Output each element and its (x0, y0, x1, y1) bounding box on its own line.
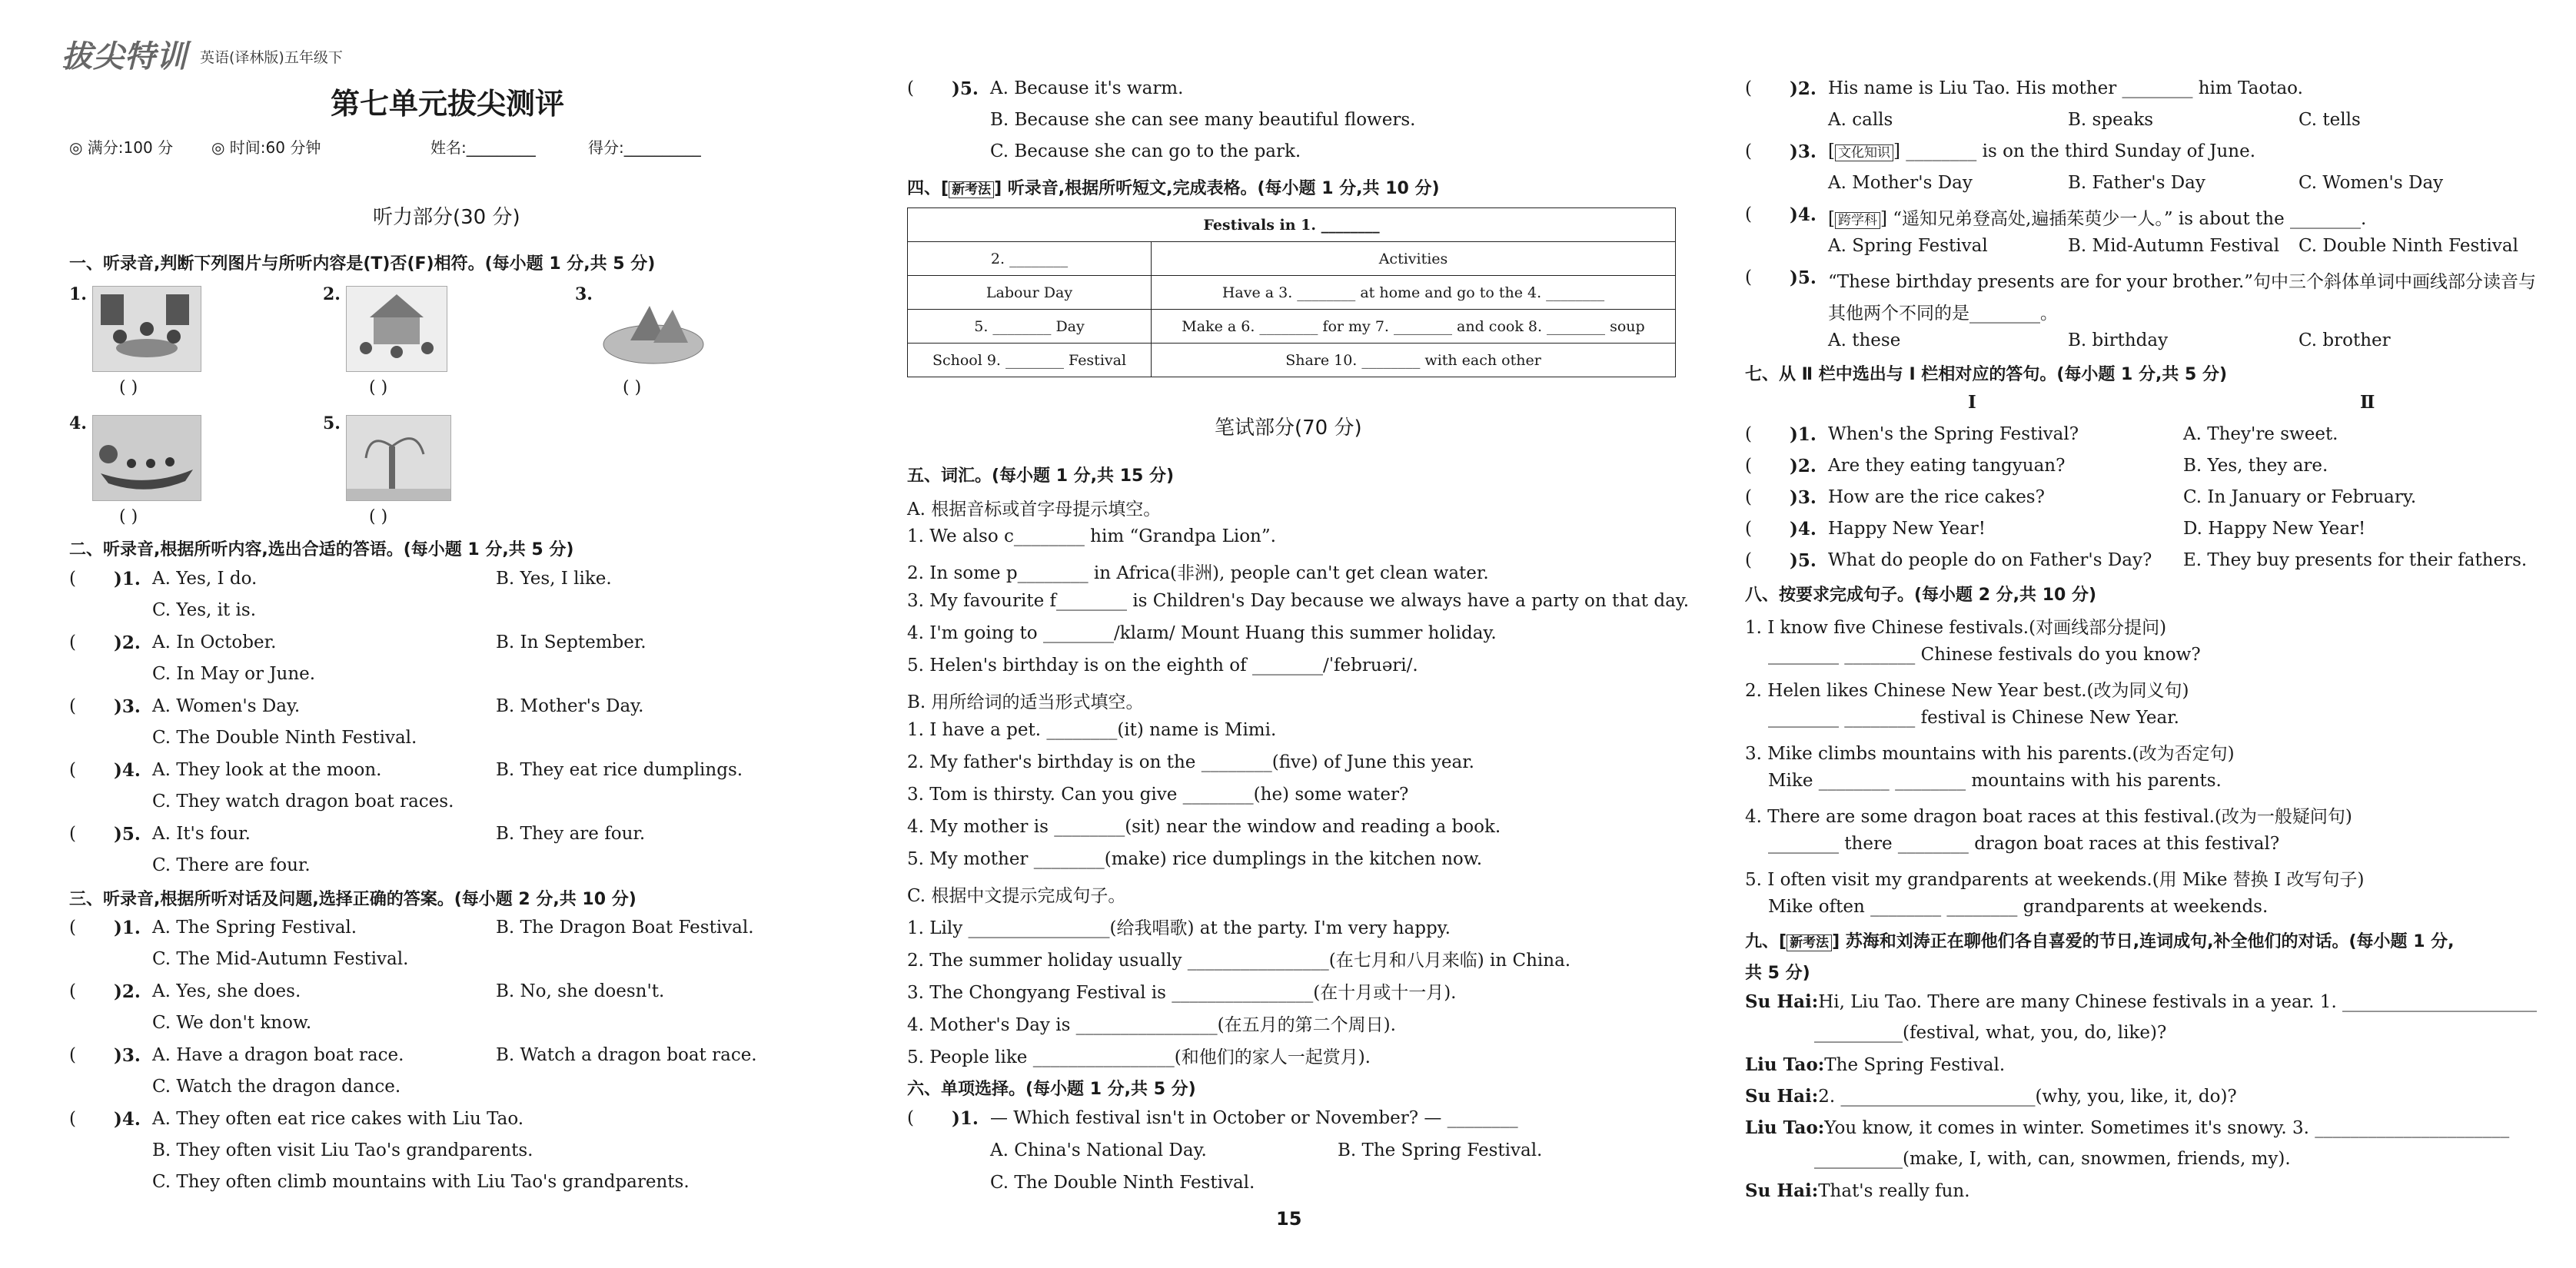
question-number: )1. (114, 569, 141, 589)
answer-paren[interactable]: ( ) (369, 507, 388, 526)
pic-number: 1. (69, 284, 87, 304)
book-subtitle: 英语(译林版)五年级下 (200, 49, 343, 66)
column-2-item: E. They buy presents for their fathers. (2183, 550, 2528, 570)
option-b: B. The Spring Festival. (1338, 1140, 1543, 1160)
rewrite-answer[interactable]: Mike ________ ________ mountains with his parents. (1768, 771, 2222, 791)
section-6-title: 六、单项选择。(每小题 1 分,共 5 分) (907, 1080, 1196, 1099)
table-cell[interactable]: Have a 3. ________ at home and go to the 4. ________ (1152, 276, 1676, 310)
option-c: C. We don't know. (152, 1013, 312, 1033)
option-b: B. Father's Day (2068, 173, 2205, 193)
pic-number: 4. (69, 413, 87, 433)
option-c: C. They watch dragon boat races. (152, 792, 454, 812)
option-a: A. Mother's Day (1828, 173, 1973, 193)
answer-paren[interactable]: ( ) (369, 378, 388, 397)
column-2-item: C. In January or February. (2183, 487, 2417, 507)
page-number: 15 (1276, 1208, 1302, 1230)
column-1-item: How are the rice cakes? (1828, 487, 2045, 507)
option-b: B. Because she can see many beautiful flowers. (990, 110, 1416, 130)
answer-paren[interactable]: ( ) (623, 378, 642, 397)
rewrite-prompt: 3. Mike climbs mountains with his parents.(改为否定句) (1745, 744, 2235, 764)
table-header: Festivals in 1. ________ (908, 208, 1676, 242)
option-a: A. China's National Day. (990, 1140, 1207, 1160)
culture-tag: 文化知识 (1835, 144, 1893, 161)
table-cell[interactable]: 2. ________ (908, 242, 1152, 276)
option-c: C. The Double Ninth Festival. (152, 728, 417, 748)
option-c: C. The Double Ninth Festival. (990, 1173, 1255, 1193)
full-score: ◎ 满分:100 分 (69, 138, 174, 157)
question-number: )2. (114, 981, 141, 1002)
answer-paren[interactable]: ( (69, 981, 76, 1001)
answer-paren[interactable]: ( (907, 1108, 914, 1128)
option-a: A. Yes, she does. (152, 981, 301, 1001)
answer-paren[interactable]: ( (1745, 267, 1752, 287)
rewrite-answer[interactable]: ________ there ________ dragon boat races at this festival? (1768, 834, 2280, 854)
rewrite-prompt: 1. I know five Chinese festivals.(对画线部分提问) (1745, 618, 2167, 638)
answer-paren[interactable]: ( (1745, 519, 1752, 539)
option-c: C. Women's Day (2298, 173, 2444, 193)
tree-picture (346, 415, 451, 501)
option-b: B. The Dragon Boat Festival. (496, 918, 754, 938)
answer-paren[interactable]: ( (69, 1045, 76, 1065)
answer-paren[interactable]: ( (1745, 78, 1752, 98)
section-2-title: 二、听录音,根据所听内容,选出合适的答语。(每小题 1 分,共 5 分) (69, 540, 574, 559)
option-a: A. They look at the moon. (152, 760, 382, 780)
question-number: )4. (114, 1109, 141, 1130)
new-method-tag: 新考法 (1787, 934, 1832, 951)
vocab-item[interactable]: 4. Mother's Day is ________________(在五月的第二个周日). (907, 1015, 1396, 1035)
vocab-item[interactable]: 2. The summer holiday usually ________________(在七月和八月来临) in China. (907, 951, 1571, 971)
table-cell[interactable]: 5. ________ Day (908, 310, 1152, 344)
right-column (1745, 0, 2537, 1268)
rewrite-prompt: 4. There are some dragon boat races at this festival.(改为一般疑问句) (1745, 807, 2352, 827)
answer-paren[interactable]: ( (69, 760, 76, 780)
table-cell: Labour Day (908, 276, 1152, 310)
dialogue-line[interactable]: __________(make, I, with, can, snowmen, friends, my). (1814, 1149, 2291, 1169)
section-4-title: 四、[ 新考法 ] 听录音,根据所听短文,完成表格。(每小题 1 分,共 10 分) (907, 179, 1440, 198)
answer-paren[interactable]: ( (907, 78, 914, 98)
section-9-title-cont: 共 5 分) (1745, 964, 1810, 983)
pic-number: 5. (323, 413, 341, 433)
vocab-item[interactable]: 5. People like ________________(和他们的家人一起赏月). (907, 1047, 1371, 1067)
question-number: )3. (1790, 487, 1816, 508)
option-c: C. brother (2298, 330, 2391, 350)
vocab-item[interactable]: 3. Tom is thirsty. Can you give ________(he) some water? (907, 785, 1409, 805)
section-9-title: 九、[ 新考法 ] 苏海和刘涛正在聊他们各自喜爱的节日,连词成句,补全他们的对话。(每小题 1 分, (1745, 932, 2455, 951)
listening-part-title: 听力部分(30 分) (373, 206, 520, 229)
column-2-header: Ⅱ (2360, 392, 2375, 413)
answer-paren[interactable]: ( ) (119, 507, 138, 526)
score-field[interactable]: 得分:__________ (588, 138, 701, 157)
answer-paren[interactable]: ( (1745, 487, 1752, 507)
dialogue-line[interactable]: __________(festival, what, you, do, like)? (1814, 1023, 2167, 1043)
column-1-item: When's the Spring Festival? (1828, 424, 2079, 444)
festival-table (907, 207, 1676, 377)
question-stem: His name is Liu Tao. His mother ________ him Taotao. (1828, 78, 2303, 98)
answer-paren[interactable]: ( (69, 696, 76, 716)
answer-paren[interactable]: ( (69, 632, 76, 652)
vocab-item[interactable]: 1. I have a pet. ________(it) name is Mimi. (907, 720, 1277, 740)
option-a: A. The Spring Festival. (152, 918, 357, 938)
dialogue-line[interactable]: Liu Tao:You know, it comes in winter. Sometimes it's snowy. 3. ______________________ (1745, 1117, 2510, 1138)
dialogue-line[interactable]: Su Hai:2. ______________________(why, you, like, it, do)? (1745, 1086, 2237, 1107)
option-a: A. these (1828, 330, 1901, 350)
answer-paren[interactable]: ( (69, 824, 76, 844)
option-b: B. speaks (2068, 110, 2154, 130)
option-b: B. birthday (2068, 330, 2169, 350)
question-number: )4. (1790, 519, 1816, 539)
rewrite-answer[interactable]: ________ ________ festival is Chinese New Year. (1768, 708, 2179, 728)
vocab-item[interactable]: 1. Lily ________________(给我唱歌) at the party. I'm very happy. (907, 918, 1451, 938)
question-number: )3. (114, 696, 141, 717)
rewrite-answer[interactable]: Mike often ________ ________ grandparents at weekends. (1768, 897, 2269, 917)
table-cell: Activities (1152, 242, 1676, 276)
option-c: C. Watch the dragon dance. (152, 1077, 401, 1097)
table-cell[interactable]: School 9. ________ Festival (908, 344, 1152, 377)
name-field[interactable]: 姓名:_________ (430, 138, 536, 157)
middle-column (907, 0, 1699, 1268)
question-number: )3. (114, 1045, 141, 1066)
question-number: )5. (114, 824, 141, 845)
question-number: )5. (1790, 550, 1816, 571)
option-c: C. The Mid-Autumn Festival. (152, 949, 409, 969)
option-c: C. Yes, it is. (152, 600, 257, 620)
vocab-item[interactable]: 3. My favourite f________ is Children's Day because we always have a party on that day. (907, 591, 1690, 611)
vocab-item[interactable]: 5. My mother ________(make) rice dumplings in the kitchen now. (907, 849, 1483, 869)
option-a: A. In October. (152, 632, 277, 652)
subsection-c-title: C. 根据中文提示完成句子。 (907, 886, 1126, 906)
column-2-item: B. Yes, they are. (2183, 456, 2328, 476)
question-number: )4. (114, 760, 141, 781)
answer-paren[interactable]: ( (1745, 141, 1752, 161)
rewrite-prompt: 2. Helen likes Chinese New Year best.(改为同义句) (1745, 681, 2189, 701)
vocab-item[interactable]: 2. My father's birthday is on the ________(five) of June this year. (907, 752, 1474, 772)
option-b: B. They are four. (496, 824, 646, 844)
rewrite-prompt: 5. I often visit my grandparents at weekends.(用 Mike 替换 I 改写句子) (1745, 870, 2365, 890)
vocab-item[interactable]: 4. I'm going to ________/klaɪm/ Mount Huang this summer holiday. (907, 623, 1497, 643)
question-number: )2. (114, 632, 141, 653)
section-5-title: 五、词汇。(每小题 1 分,共 15 分) (907, 466, 1175, 486)
question-number: )3. (1790, 141, 1816, 162)
question-number: )5. (952, 78, 979, 99)
option-c: C. There are four. (152, 855, 311, 875)
option-c: C. Because she can go to the park. (990, 141, 1301, 161)
dialogue-line: Liu Tao:The Spring Festival. (1745, 1054, 2006, 1075)
answer-paren[interactable]: ( (69, 918, 76, 938)
option-c: C. They often climb mountains with Liu Tao's grandparents. (152, 1172, 690, 1192)
column-1-item: What do people do on Father's Day? (1828, 550, 2152, 570)
brand-logo: 拔尖特训 (61, 39, 188, 75)
answer-paren[interactable]: ( (69, 1109, 76, 1129)
column-2-item: D. Happy New Year! (2183, 519, 2366, 539)
festival-picture (346, 286, 447, 372)
pic-number: 3. (575, 284, 593, 304)
answer-paren[interactable]: ( (1745, 204, 1752, 224)
option-a: A. Spring Festival (1828, 236, 1988, 256)
cross-subject-tag: 跨学科 (1835, 212, 1880, 229)
section-1-title: 一、听录音,判断下列图片与所听内容是(T)否(F)相符。(每小题 1 分,共 5 分) (69, 254, 656, 274)
question-stem-cont: 其他两个不同的是________。 (1828, 304, 2058, 324)
option-b: B. They often visit Liu Tao's grandparents. (152, 1140, 533, 1160)
question-stem: [ 跨学科 ] “遥知兄弟登高处,遍插茱萸少一人。” is about the ________. (1828, 209, 2367, 229)
dialogue-line: Su Hai:That's really fun. (1745, 1180, 1970, 1201)
option-a: A. Women's Day. (152, 696, 301, 716)
rewrite-answer[interactable]: ________ ________ Chinese festivals do you know? (1768, 645, 2201, 665)
question-number: )1. (114, 918, 141, 938)
option-a: A. It's four. (152, 824, 251, 844)
option-c: C. tells (2298, 110, 2361, 130)
column-1-header: Ⅰ (1968, 392, 1976, 413)
time-limit: ◎ 时间:60 分钟 (211, 138, 321, 157)
question-number: )5. (1790, 267, 1816, 288)
question-stem: “These birthday presents are for your brother.”句中三个斜体单词中画线部分读音与 (1828, 272, 2537, 292)
table-cell[interactable]: Make a 6. ________ for my 7. ________ and cook 8. ________ soup (1152, 310, 1676, 344)
option-b: B. In September. (496, 632, 646, 652)
left-column (61, 0, 876, 1268)
column-2-item: A. They're sweet. (2183, 424, 2338, 444)
table-cell[interactable]: Share 10. ________ with each other (1152, 344, 1676, 377)
option-a: A. Because it's warm. (990, 78, 1184, 98)
rice-dumplings-picture (600, 290, 707, 367)
option-a: A. calls (1828, 110, 1893, 130)
option-c: C. In May or June. (152, 664, 316, 684)
option-a: A. Yes, I do. (152, 569, 258, 589)
option-b: B. Mid-Autumn Festival (2068, 236, 2280, 256)
vocab-item[interactable]: 3. The Chongyang Festival is ________________(在十月或十一月). (907, 983, 1457, 1003)
section-8-title: 八、按要求完成句子。(每小题 2 分,共 10 分) (1745, 586, 2097, 605)
question-number: )4. (1790, 204, 1816, 225)
option-b: B. Mother's Day. (496, 696, 644, 716)
family-dinner-picture (92, 286, 201, 372)
column-1-item: Are they eating tangyuan? (1828, 456, 2066, 476)
answer-paren[interactable]: ( (1745, 424, 1752, 444)
subsection-a-title: A. 根据音标或首字母提示填空。 (907, 500, 1162, 519)
page-title: 第七单元拔尖测评 (331, 87, 565, 121)
answer-paren[interactable]: ( ) (119, 378, 138, 397)
option-b: B. Watch a dragon boat race. (496, 1045, 757, 1065)
vocab-item[interactable]: 1. We also c________ him “Grandpa Lion”. (907, 526, 1276, 546)
option-c: C. Double Ninth Festival (2298, 236, 2518, 256)
pic-number: 2. (323, 284, 341, 304)
option-b: B. No, she doesn't. (496, 981, 665, 1001)
question-stem: [ 文化知识 ] ________ is on the third Sunday of June. (1828, 141, 2256, 161)
question-number: )1. (952, 1108, 979, 1129)
option-b: B. Yes, I like. (496, 569, 612, 589)
question-number: )2. (1790, 456, 1816, 476)
option-a: A. Have a dragon boat race. (152, 1045, 404, 1065)
option-a: A. They often eat rice cakes with Liu Tao. (152, 1109, 524, 1129)
subsection-b-title: B. 用所给词的适当形式填空。 (907, 692, 1144, 712)
section-7-title: 七、从 Ⅱ 栏中选出与 Ⅰ 栏相对应的答句。(每小题 1 分,共 5 分) (1745, 365, 2228, 384)
vocab-item[interactable]: 2. In some p________ in Africa(非洲), people can't get clean water. (907, 563, 1489, 583)
answer-paren[interactable]: ( (69, 569, 76, 589)
vocab-item[interactable]: 4. My mother is ________(sit) near the window and reading a book. (907, 817, 1501, 837)
question-number: )2. (1790, 78, 1816, 99)
writing-part-title: 笔试部分(70 分) (1215, 417, 1362, 440)
new-method-tag: 新考法 (949, 181, 994, 198)
vocab-item[interactable]: 5. Helen's birthday is on the eighth of ________/ˈfebruəri/. (907, 656, 1418, 675)
answer-paren[interactable]: ( (1745, 456, 1752, 476)
answer-paren[interactable]: ( (1745, 550, 1752, 570)
question-stem: — Which festival isn't in October or November? — ________ (990, 1108, 1518, 1128)
option-b: B. They eat rice dumplings. (496, 760, 743, 780)
column-1-item: Happy New Year! (1828, 519, 1986, 539)
section-3-title: 三、听录音,根据所听对话及问题,选择正确的答案。(每小题 2 分,共 10 分) (69, 890, 637, 909)
question-number: )1. (1790, 424, 1816, 445)
dragon-boat-picture (92, 415, 201, 501)
dialogue-line[interactable]: Su Hai:Hi, Liu Tao. There are many Chinese festivals in a year. 1. ______________________ (1745, 991, 2538, 1012)
